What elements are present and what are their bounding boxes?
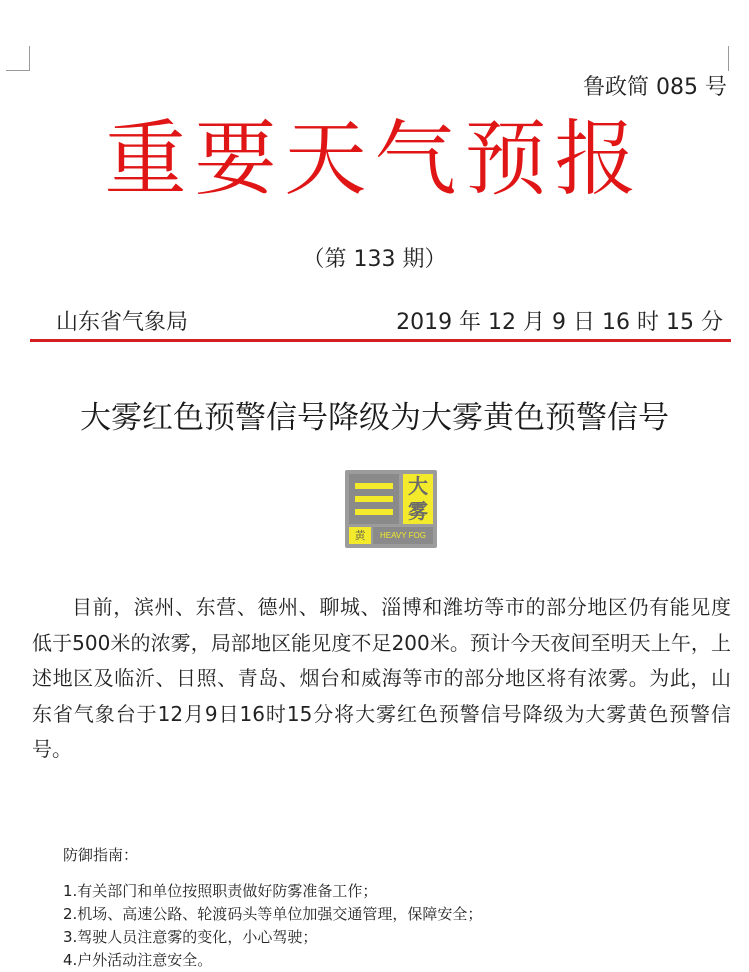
body-paragraph: 目前，滨州、东营、德州、聊城、淄博和潍坊等市的部分地区仍有能见度低于500米的浓雾，局部地区能见度不足200米。预计今天夜间至明天上午，上述地区及临沂、日照、青岛、烟台和威海等市的部分地区将有浓雾。为此，山东省气象台于12月9日16时15分将大雾红色预警信号降级为大雾黄色预警信号。 bbox=[32, 595, 731, 761]
issuer-line bbox=[30, 305, 731, 336]
red-divider bbox=[30, 339, 731, 342]
signal-level-char: 黄 bbox=[349, 527, 371, 544]
signal-english-label: HEAVY FOG bbox=[373, 527, 433, 544]
crop-mark-top-left-h bbox=[6, 70, 30, 71]
signal-chars bbox=[403, 474, 433, 524]
issue-datetime: 2019 年 12 月 9 日 16 时 15 分 bbox=[396, 310, 723, 335]
guide-list bbox=[63, 880, 482, 972]
guide-item: 1.有关部门和单位按照职责做好防雾准备工作； bbox=[63, 882, 378, 900]
guide-item: 4.户外活动注意安全。 bbox=[63, 951, 213, 969]
issuing-agency: 山东省气象局 bbox=[56, 310, 189, 335]
issue-number: （第 133 期） bbox=[302, 247, 447, 272]
defense-guide bbox=[63, 844, 482, 972]
signal-char-1: 大 bbox=[408, 474, 428, 498]
crop-mark-top-left-v bbox=[29, 46, 30, 71]
heavy-fog-yellow-signal-icon bbox=[345, 470, 437, 548]
guide-item: 2.机场、高速公路、轮渡码头等单位加强交通管理，保障安全； bbox=[63, 905, 483, 923]
crop-mark-top-right-v bbox=[728, 46, 729, 71]
document-number: 鲁政简 085 号 bbox=[583, 75, 727, 100]
main-title: 重要天气预报 bbox=[104, 112, 645, 207]
signal-char-2: 雾 bbox=[408, 499, 428, 523]
guide-item: 3.驾驶人员注意雾的变化，小心驾驶； bbox=[63, 928, 318, 946]
guide-title: 防御指南： bbox=[63, 846, 139, 864]
warning-headline: 大雾红色预警信号降级为大雾黄色预警信号 bbox=[80, 400, 669, 436]
fog-bars-icon bbox=[349, 474, 399, 524]
